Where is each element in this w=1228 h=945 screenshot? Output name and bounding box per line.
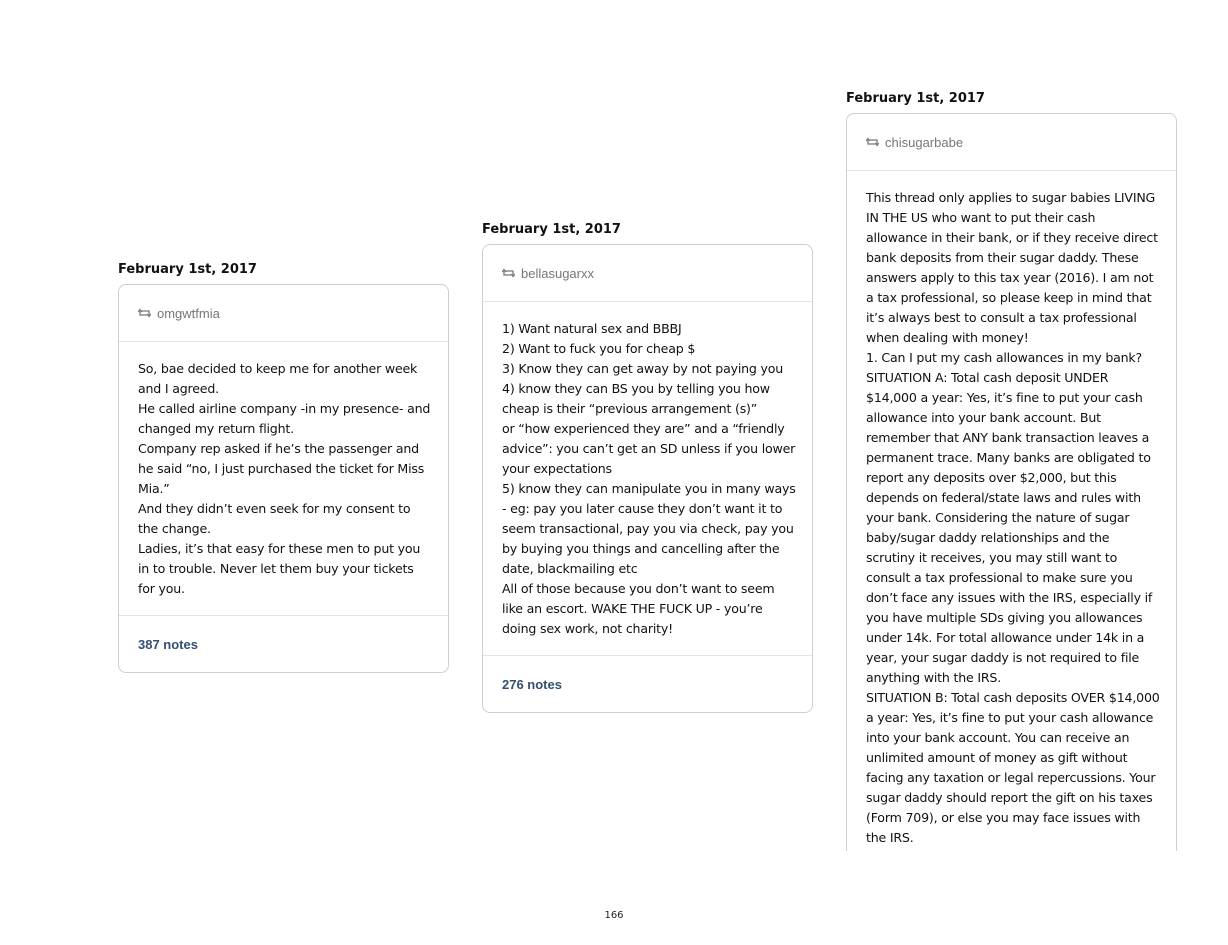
post-date: February 1st, 2017 [118,262,257,277]
reblog-icon [138,308,151,318]
post-paragraph: So, bae decided to keep me for another week and I agreed. [138,361,418,396]
post-paragraph: 2) Want to fuck you for cheap $ [502,341,696,356]
post-paragraph: Company rep asked if he’s the passenger and he said “no, I just purchased the ticket for Miss Mia.” [138,441,425,496]
notes-count[interactable]: 276 notes [502,676,562,692]
post-card [482,222,813,713]
post-container [846,113,1177,851]
reblog-icon [502,268,515,278]
post-paragraph: 4) know they can BS you by telling you how cheap is their “previous arrangement (s)” [502,381,770,416]
post-header [119,285,448,342]
post-paragraph: SITUATION B: Total cash deposits OVER $14,000 a year: Yes, it’s fine to put your cash allowance into your bank account. You can receive an unlimited amount of money as gift without facing any taxation or legal repercussions. Your sugar daddy should report the gift on his taxes (Form 709), or else you may face issues with the IRS. [866,690,1160,845]
reblog-icon [866,137,879,147]
post-paragraph: 3) Know they can get away by not paying you [502,361,784,376]
post-date: February 1st, 2017 [846,91,985,106]
post-paragraph: 1) Want natural sex and BBBJ [502,321,682,336]
page-number: 166 [604,910,624,921]
post-footer [483,655,812,712]
post-username[interactable]: bellasugarxx [521,265,594,281]
post-paragraph: And they didn’t even seek for my consent to the change. [138,501,411,536]
post-paragraph: 5) know they can manipulate you in many ways - eg: pay you later cause they don’t want it to seem transactional, pay you via check, pay you by buying you things and cancelling after the date, blackmailing etc [502,481,796,576]
post-paragraph: 1. Can I put my cash allowances in my bank? [866,350,1142,365]
post-container [482,244,813,713]
post-card [846,91,1177,851]
notes-count[interactable]: 387 notes [138,636,198,652]
post-container [118,284,449,673]
post-card [118,262,449,673]
post-username[interactable]: chisugarbabe [885,134,964,150]
post-paragraph: This thread only applies to sugar babies LIVING IN THE US who want to put their cash allowance in their bank, or if they receive direct bank deposits from their sugar daddy. These answers apply to this tax year (2016). I am not a tax professional, so please keep in mind that it’s always best to consult a tax professional when dealing with money! [866,190,1158,345]
post-footer [119,615,448,672]
post-paragraph: He called airline company -in my presence- and changed my return flight. [138,401,431,436]
post-paragraph: All of those because you don’t want to seem like an escort. WAKE THE FUCK UP - you’re doing sex work, not charity! [502,581,775,636]
post-paragraph: or “how experienced they are” and a “friendly advice”: you can’t get an SD unless if you lower your expectations [502,421,796,476]
post-paragraph: SITUATION A: Total cash deposit UNDER $14,000 a year: Yes, it’s fine to put your cash allowance into your bank account. But remember that ANY bank transaction leaves a permanent trace. Many banks are obligated to report any deposits over $2,000, but this depends on federal/state laws and rules with your bank. Considering the nature of sugar baby/sugar daddy relationships and the scrutiny it receives, you may still want to consult a tax professional to make sure you don’t face any issues with the IRS, especially if you have multiple SDs giving you allowances under 14k. For total allowance under 14k in a year, your sugar daddy is not required to file anything with the IRS. [866,370,1153,685]
post-date: February 1st, 2017 [482,222,621,237]
post-username[interactable]: omgwtfmia [157,305,220,321]
post-body [483,302,812,655]
post-header [483,245,812,302]
post-body [119,342,448,615]
post-paragraph: Ladies, it’s that easy for these men to put you in to trouble. Never let them buy your tickets for you. [138,541,421,596]
post-header [847,114,1176,171]
post-body [847,171,1176,851]
